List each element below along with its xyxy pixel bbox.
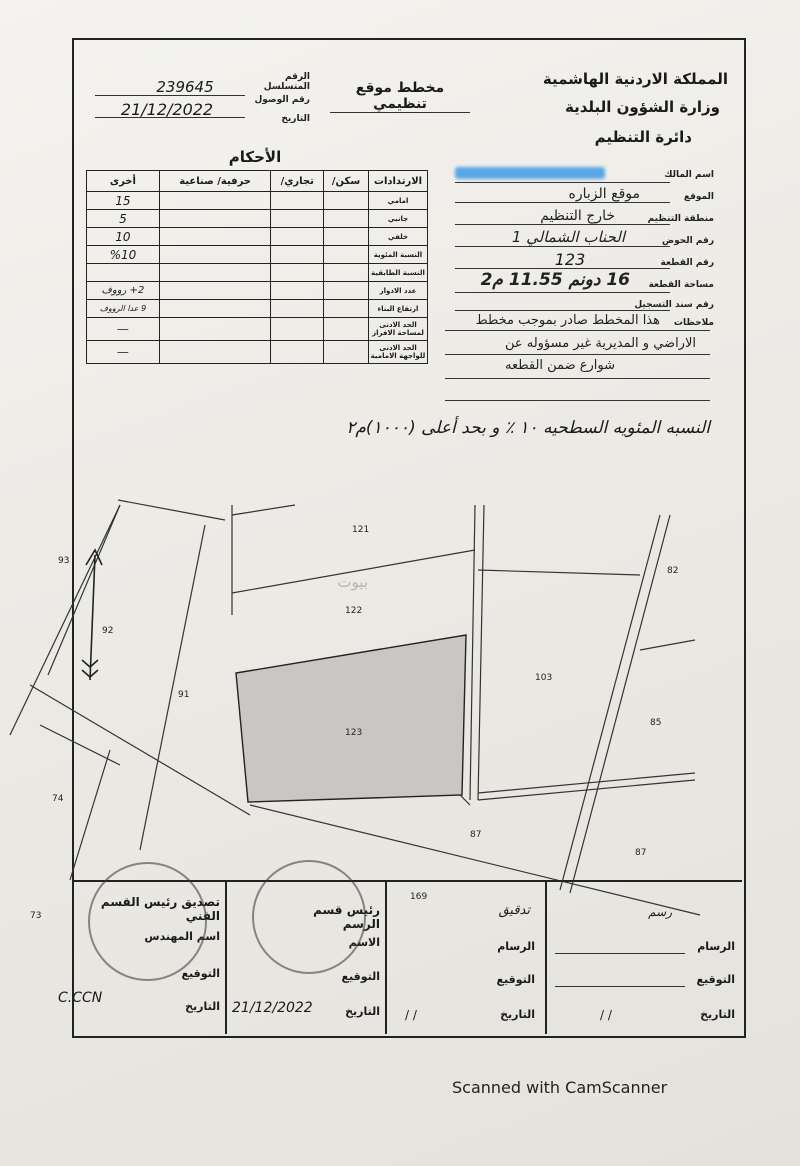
head-date-value: 21/12/2022	[232, 1000, 313, 1016]
plot-label-74: 74	[52, 794, 64, 804]
official-stamp	[252, 860, 366, 974]
plot-label-123: 123	[345, 728, 363, 738]
area-label: مساحة القطعة	[648, 280, 714, 290]
plot-label-87: 87	[470, 830, 482, 840]
plot-label: رقم القطعة	[660, 258, 714, 268]
basin-value: الحناب الشمالي 1	[511, 228, 625, 246]
plot-label-103: 103	[535, 673, 553, 683]
head-name-label: الاسم	[348, 936, 380, 949]
boundary-line	[118, 500, 225, 520]
watermark-text: بيوت	[337, 573, 368, 591]
doc-type-title: مخطط موقع تنظيمي	[330, 80, 470, 113]
table-row: عدد الادوار 2+ رووف	[87, 282, 428, 300]
boundary-line	[640, 640, 695, 650]
table-row: النسبة المئوية %10	[87, 246, 428, 264]
arrival-label: رقم الوصول	[254, 95, 310, 105]
rulings-title: الأحكام	[228, 148, 282, 166]
boundary-line	[478, 505, 484, 800]
rulings-header-residential: سكن/	[324, 171, 369, 192]
boundary-line	[232, 505, 295, 515]
plot-label-169: 169	[410, 892, 428, 902]
stamp-text: C.CCN	[58, 990, 103, 1006]
boundary-line	[70, 750, 110, 880]
table-row: الحد الادنى للواجهة الامامية —	[87, 341, 428, 364]
checker-date-label: التاريخ	[500, 1008, 535, 1021]
boundary-line	[10, 505, 120, 735]
plot-label-87b: 87	[635, 848, 647, 858]
rulings-header-setbacks: الارتدادات	[369, 171, 428, 192]
approval-date-label: التاريخ	[185, 1000, 220, 1013]
surface-ratio-note: النسبه المئويه السطحيه ١٠ ٪ و بحد أعلى (١٠٠٠)م٢	[346, 418, 710, 438]
location-label: الموقع	[683, 192, 714, 202]
serial-underline	[95, 95, 245, 96]
approval-stamp	[88, 862, 207, 981]
owner-redaction	[455, 167, 605, 179]
boundary-line	[560, 515, 660, 890]
plot-label-85: 85	[650, 718, 662, 728]
serial-label: الرقم المتسلسل	[263, 72, 310, 92]
head-drafting-label: رئيس قسم الرسم	[313, 903, 380, 931]
date-label: التاريخ	[281, 114, 310, 124]
plot-123-shape	[236, 635, 466, 802]
boundary-line	[460, 795, 470, 805]
header-line-3: دائرة التنظيم	[594, 128, 692, 146]
location-value: موقع الزباره	[568, 186, 640, 202]
header-line-2: وزارة الشؤون البلدية	[564, 98, 720, 116]
plot-label-93: 93	[58, 556, 70, 566]
rulings-header-row	[87, 171, 428, 192]
area-value: 16 دونم 11.55 م2	[480, 270, 630, 290]
drafter-date-label: التاريخ	[700, 1008, 735, 1021]
boundary-line	[48, 505, 120, 675]
drafter-sign-label: التوقيع	[696, 973, 735, 986]
rulings-table	[86, 170, 428, 364]
date-value: 21/12/2022	[120, 100, 214, 119]
zone-value: خارج التنظيم	[540, 208, 615, 224]
notes-line-2: الاراضي و المديرية غير مسؤوله عن	[504, 336, 696, 351]
checker-date-blank: / /	[405, 1008, 417, 1022]
rulings-header-commercial: تجاري/	[271, 171, 324, 192]
checker-name-label: الرسام	[497, 940, 535, 953]
checked-label: تدقيق	[498, 903, 530, 918]
rulings-header-other: أخرى	[87, 171, 160, 192]
owner-label: اسم المالك	[664, 170, 714, 180]
engineer-label: اسم المهندس	[144, 930, 220, 943]
serial-value: 239645	[156, 78, 214, 96]
rulings-header-industrial: حرفية/ صناعية	[159, 171, 271, 192]
plot-label-91: 91	[178, 690, 190, 700]
plot-label-121: 121	[352, 525, 370, 535]
drafter-label: الرسام	[697, 940, 735, 953]
table-row: الحد الادنى لمساحة الافراز —	[87, 318, 428, 341]
approval-sign-label: التوقيع	[181, 967, 220, 980]
plot-value: 123	[554, 250, 586, 269]
table-row: النسبة الطابقية	[87, 264, 428, 282]
drawn-label: رسم	[648, 905, 672, 919]
scanner-footer: Scanned with CamScanner	[452, 1078, 668, 1097]
table-row: جانبي 5	[87, 210, 428, 228]
basin-label: رقم الحوض	[662, 236, 714, 246]
plot-label-92: 92	[102, 626, 114, 636]
plot-label-82: 82	[667, 566, 679, 576]
notes-label: ملاحظات	[673, 318, 714, 328]
boundary-line	[140, 525, 205, 850]
head-sign-label: التوقيع	[341, 970, 380, 983]
plot-label-122: 122	[345, 606, 363, 616]
boundary-line	[570, 515, 670, 893]
head-date-label: التاريخ	[345, 1005, 380, 1018]
zone-label: منطقة التنظيم	[647, 214, 714, 224]
deed-label: رقم سند التسجيل	[634, 300, 714, 310]
notes-line-3: شوارع ضمن القطعه	[504, 358, 615, 373]
header-line-1: المملكة الاردنية الهاشمية	[542, 70, 728, 88]
approval-label: تصديق رئيس القسم الفني	[100, 895, 220, 923]
date-underline	[95, 117, 245, 118]
drafter-date-blank: / /	[600, 1008, 612, 1022]
checker-sign-label: التوقيع	[496, 973, 535, 986]
table-row: امامي 15	[87, 192, 428, 210]
boundary-line	[478, 570, 640, 575]
north-arrow-icon	[82, 550, 102, 680]
table-row: ارتفاع البناء 9 عدا الرووف	[87, 300, 428, 318]
notes-line-1: هذا المخطط صادر بموجب مخطط	[475, 313, 660, 328]
plot-label-73: 73	[30, 911, 42, 921]
boundary-line	[470, 505, 475, 800]
table-row: خلفي 10	[87, 228, 428, 246]
